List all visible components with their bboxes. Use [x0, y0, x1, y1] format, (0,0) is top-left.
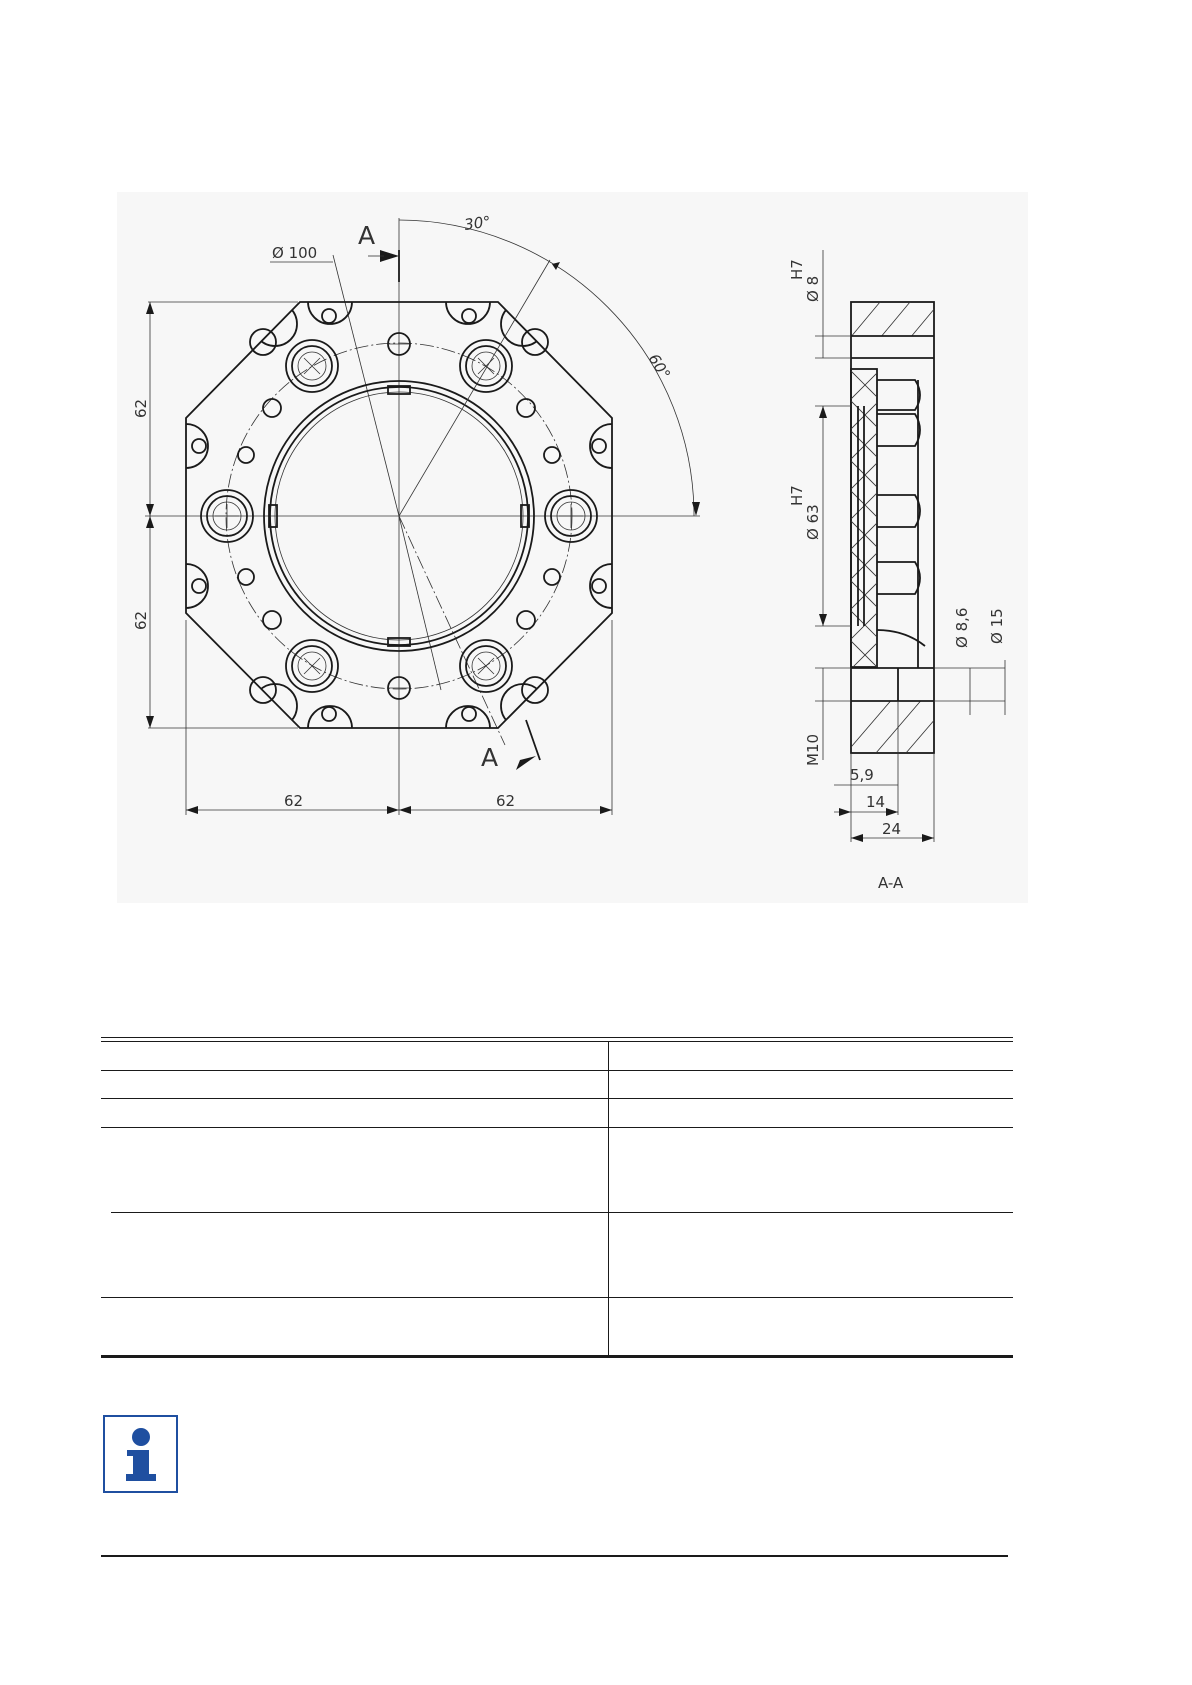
- diameter-100-label: Ø 100: [272, 244, 318, 262]
- dim-bottom-right: 62: [496, 792, 516, 810]
- front-view: [132, 212, 700, 815]
- thread-m10-label: M10: [804, 733, 822, 766]
- hatch-insert: [840, 330, 890, 680]
- dim-left-upper: 62: [132, 398, 150, 418]
- dim-left-lower: 62: [132, 610, 150, 630]
- section-title: A-A: [878, 874, 904, 892]
- dia-63-label: Ø 63: [804, 504, 822, 540]
- table-row-divider: [111, 1212, 1013, 1213]
- table-row-divider: [101, 1297, 1013, 1298]
- table-column-divider: [608, 1041, 609, 1355]
- table-row-divider: [101, 1070, 1013, 1071]
- dia-8-label: Ø 8: [804, 275, 822, 302]
- footer-rule: [101, 1555, 1008, 1557]
- dia-15-label: Ø 15: [988, 608, 1006, 644]
- tol-top: H7: [788, 259, 806, 280]
- angle-30-label: 30°: [463, 212, 492, 234]
- info-icon: [103, 1415, 178, 1493]
- dim-14: 14: [866, 793, 886, 811]
- section-mark-top: A: [358, 221, 376, 250]
- angle-60-label: 60°: [644, 350, 674, 383]
- dim-5-9: 5,9: [850, 766, 874, 784]
- tol-mid: H7: [788, 485, 806, 506]
- spec-table: [101, 1037, 1013, 1359]
- section-view: [788, 250, 1006, 892]
- table-rule-top-double: [101, 1041, 1013, 1042]
- dia-8-6-label: Ø 8,6: [953, 607, 971, 648]
- dim-24: 24: [882, 820, 902, 838]
- table-row-divider: [101, 1098, 1013, 1099]
- table-rule-bottom: [101, 1355, 1013, 1358]
- dim-bottom-left: 62: [284, 792, 304, 810]
- section-mark-bottom: A: [481, 743, 499, 772]
- table-rule-top: [101, 1037, 1013, 1038]
- table-row-divider: [101, 1127, 1013, 1128]
